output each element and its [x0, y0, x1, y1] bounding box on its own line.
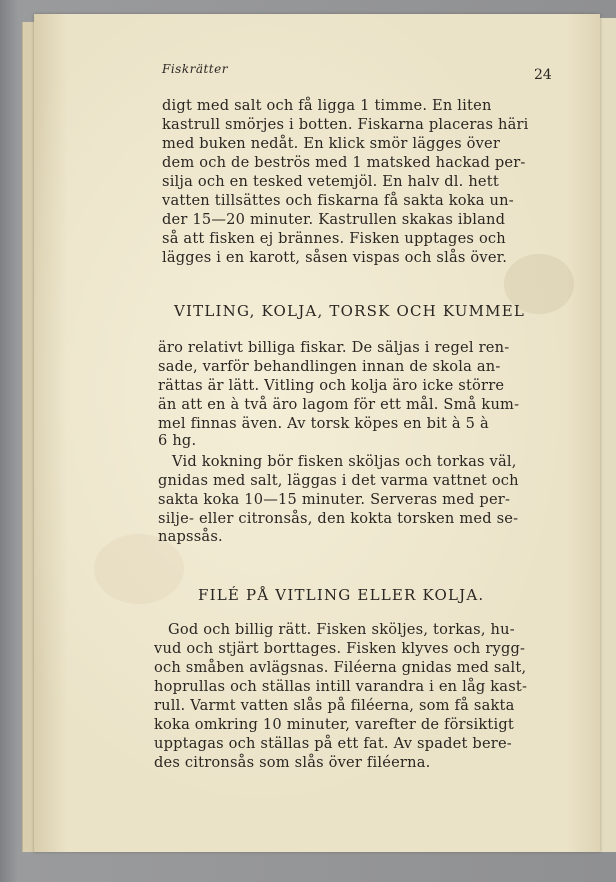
- text-line: mel finnas även. Av torsk köpes en bit à 5 à: [158, 415, 489, 432]
- text-line: napssås.: [158, 528, 223, 545]
- text-line: sakta koka 10—15 minuter. Serveras med per-: [158, 491, 511, 508]
- text-line: lägges i en karott, såsen vispas och slås över.: [162, 249, 508, 266]
- text-line: och småben avlägsnas. Filéerna gnidas med salt,: [154, 659, 527, 676]
- text-line: med buken nedåt. En klick smör lägges över: [162, 135, 501, 152]
- text-line: vud och stjärt borttages. Fisken klyves och rygg-: [154, 640, 526, 657]
- text-line: digt med salt och få ligga 1 timme. En liten: [162, 97, 492, 114]
- text-line: kastrull smörjes i botten. Fiskarna placeras häri: [162, 116, 529, 133]
- text-line: sade, varför behandlingen innan de skola an-: [158, 358, 501, 375]
- text-line: så att fisken ej brännes. Fisken upptages och: [162, 230, 506, 247]
- text-line: God och billig rätt. Fisken sköljes, torkas, hu-: [168, 621, 515, 638]
- text-line: upptagas och ställas på ett fat. Av spadet bere-: [154, 735, 512, 752]
- text-line: dem och de beströs med 1 matsked hackad per-: [162, 154, 526, 171]
- text-line: vatten tillsättes och fiskarna få sakta koka un-: [162, 192, 514, 209]
- section-heading: VITLING, KOLJA, TORSK OCH KUMMEL: [174, 302, 526, 320]
- text-line: der 15—20 minuter. Kastrullen skakas ibland: [162, 211, 506, 228]
- text-line: silja och en tesked vetemjöl. En halv dl. hett: [162, 173, 499, 190]
- text-line: 6 hg.: [158, 432, 197, 449]
- text-line: hoprullas och ställas intill varandra i en låg kast-: [154, 678, 528, 695]
- book-page: [34, 14, 600, 852]
- text-line: koka omkring 10 minuter, varefter de försiktigt: [154, 716, 514, 733]
- text-line: än att en à två äro lagom för ett mål. Små kum-: [158, 396, 520, 413]
- text-line: äro relativt billiga fiskar. De säljas i regel ren-: [158, 339, 510, 356]
- text-line: gnidas med salt, läggas i det varma vattnet och: [158, 472, 519, 489]
- text-line: silje- eller citronsås, den kokta torsken med se-: [158, 510, 519, 527]
- text-line: rättas är lätt. Vitling och kolja äro icke större: [158, 377, 505, 394]
- running-head: Fiskrätter: [162, 62, 228, 76]
- page-number: 24: [534, 67, 552, 83]
- text-line: rull. Varmt vatten slås på filéerna, som få sakta: [154, 697, 515, 714]
- section-heading: FILÉ PÅ VITLING ELLER KOLJA.: [198, 586, 485, 604]
- text-line: des citronsås som slås över filéerna.: [154, 754, 431, 771]
- text-line: Vid kokning bör fisken sköljas och torkas väl,: [172, 453, 517, 470]
